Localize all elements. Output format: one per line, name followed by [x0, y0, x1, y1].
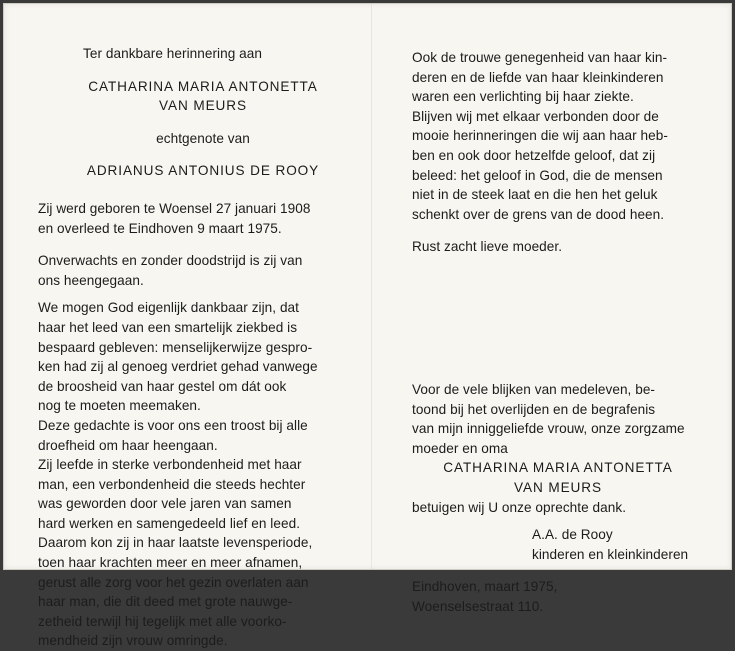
- right-paragraph-1: [412, 48, 704, 107]
- paragraph-4: [38, 455, 368, 533]
- text-line: moeder en oma: [412, 440, 508, 456]
- text-line: van mijn inniggeliefde vrouw, onze zorgzame: [412, 421, 685, 437]
- intro-line: Ter dankbare herinnering aan: [83, 46, 262, 61]
- text-line: Ook de trouwe genegenheid van haar kin-: [412, 50, 668, 65]
- paragraph-5: [38, 533, 368, 651]
- text-line: hard werken en samengedeeld lief en leed.: [38, 515, 301, 531]
- deceased-name-line-1: CATHARINA MARIA ANTONETTA: [88, 78, 318, 94]
- text-line: mooie herinneringen die wij aan haar heb-: [412, 128, 668, 144]
- text-line: was geworden door vele jaren van samen: [38, 496, 292, 512]
- spouse-name: ADRIANUS ANTONIUS DE ROOY: [86, 163, 320, 179]
- text-line: toen haar krachten meer en meer afnamen,: [38, 555, 303, 571]
- text-line: gerust alle zorg voor het gezin overlaten aan: [38, 574, 309, 590]
- right-paragraph-2: [412, 107, 704, 225]
- text-line: niet in de steek laat en die hen het geluk: [412, 187, 658, 203]
- thanks-closing: betuigen wij U onze oprechte dank.: [412, 499, 627, 515]
- text-line: toond bij het overlijden en de begrafenis: [412, 401, 656, 417]
- right-column: [412, 48, 704, 616]
- text-line: de broosheid van haar gestel om dát ook: [38, 378, 287, 394]
- text-line: Deze gedachte is voor ons een troost bij alle: [38, 417, 308, 433]
- text-line: waren een verlichting bij haar ziekte.: [412, 89, 634, 105]
- text-line: droefheid om haar heengaan.: [38, 437, 218, 453]
- text-line: We mogen God eigenlijk dankbaar zijn, dat: [38, 300, 299, 316]
- left-column: [38, 44, 368, 651]
- birth-death-block: [38, 199, 368, 238]
- thanks-name-line-1: CATHARINA MARIA ANTONETTA: [443, 460, 673, 476]
- text-line: Onverwachts en zonder doodstrijd is zij van: [38, 253, 303, 269]
- card-fold: [371, 4, 372, 569]
- text-line: mendheid zijn vrouw omringde.: [38, 633, 228, 649]
- place-date: Eindhoven, maart 1975,: [412, 579, 558, 595]
- paragraph-3: [38, 416, 368, 455]
- text-line: Voor de vele blijken van medeleven, be-: [412, 381, 656, 397]
- paragraph-2: [38, 298, 368, 416]
- text-line: bespaard gebleven: menselijkerwijze gespro-: [38, 339, 313, 355]
- deceased-name-line-2: VAN MEURS: [159, 98, 247, 114]
- text-line: haar man, die dit deed met grote nauwge-: [38, 594, 293, 610]
- text-line: haar het leed van een smartelijk ziekbed is: [38, 319, 298, 335]
- birth-line: Zij werd geboren te Woensel 27 januari 1908: [38, 200, 311, 216]
- text-line: Zij leefde in sterke verbondenheid met haar: [38, 457, 302, 473]
- spouse-label: echtgenote van: [156, 130, 250, 146]
- text-line: ken had zij al genoeg verdriet gehad vanwege: [38, 359, 318, 375]
- text-line: Daarom kon zij in haar laatste levensperiode,: [38, 535, 313, 551]
- signature-name: A.A. de Rooy: [532, 527, 613, 543]
- memorial-card: [3, 3, 732, 649]
- text-line: nog te moeten meemaken.: [38, 398, 201, 414]
- thanks-block: [412, 380, 704, 458]
- thanks-name-line-2: VAN MEURS: [514, 479, 602, 495]
- text-line: man, een verbondenheid die steeds hechter: [38, 476, 306, 492]
- paragraph-1: [38, 251, 368, 290]
- text-line: zetheid terwijl hij tegelijk met alle voorko-: [38, 613, 287, 629]
- signature-family: kinderen en kleinkinderen: [532, 546, 689, 562]
- text-line: beleed: het geloof in God, die de mensen: [412, 167, 663, 183]
- text-line: deren en de liefde van haar kleinkinderen: [412, 69, 664, 85]
- text-line: ons heengegaan.: [38, 272, 144, 288]
- text-line: Blijven wij met elkaar verbonden door de: [412, 108, 659, 124]
- text-line: ben en ook door hetzelfde geloof, dat zij: [412, 147, 656, 163]
- farewell-line: Rust zacht lieve moeder.: [412, 239, 563, 255]
- death-line: en overleed te Eindhoven 9 maart 1975.: [38, 220, 282, 236]
- text-line: schenkt over de grens van de dood heen.: [412, 206, 665, 222]
- address: Woenselsestraat 110.: [412, 598, 544, 614]
